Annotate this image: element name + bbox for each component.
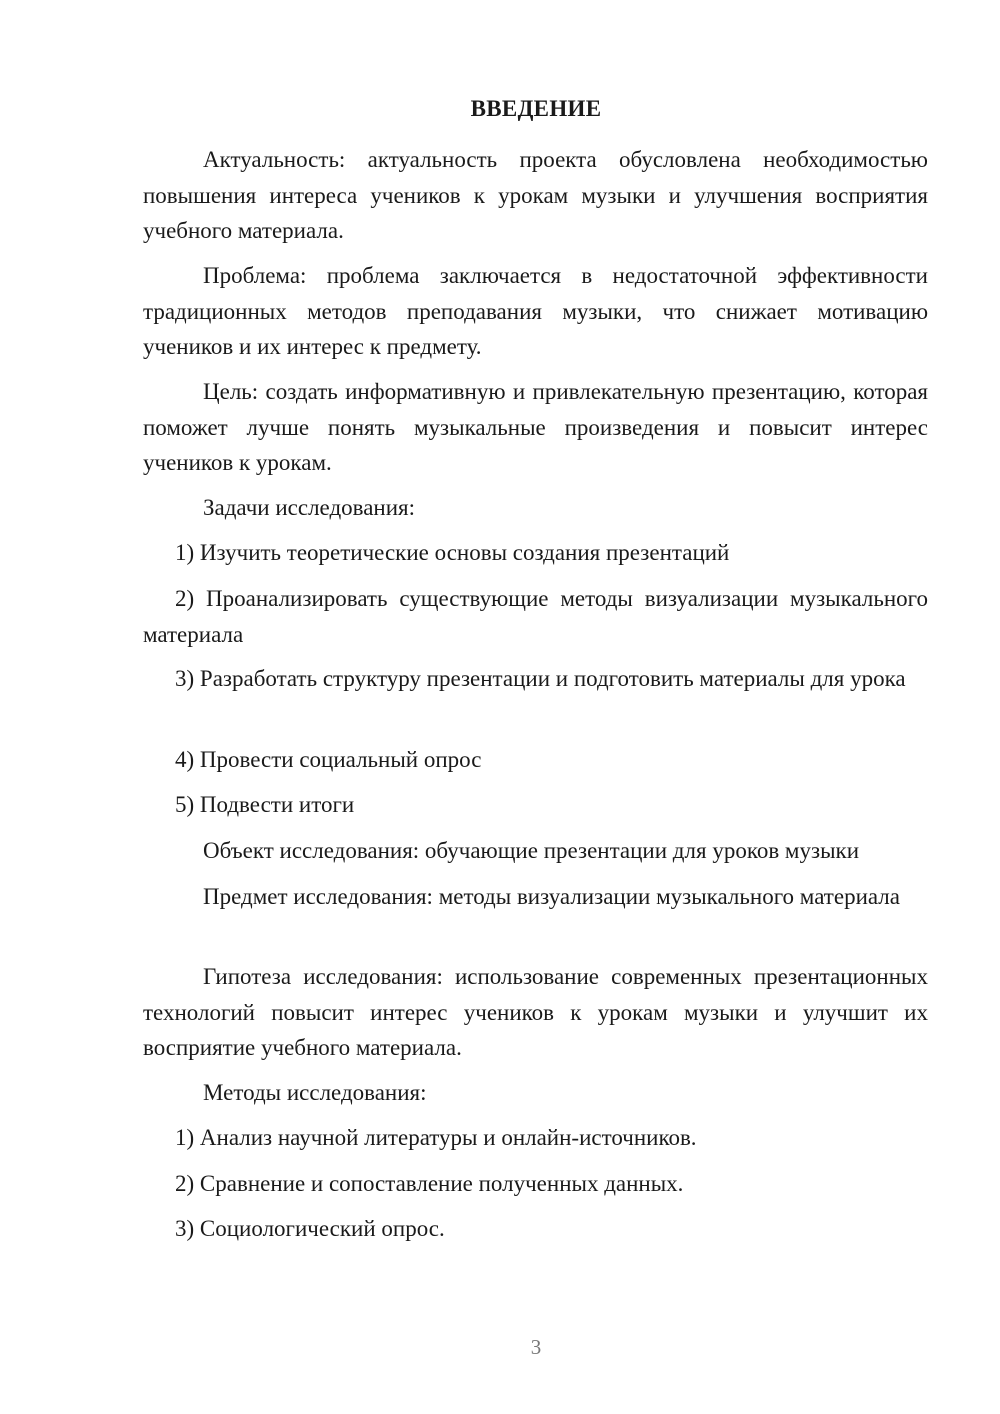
task-item: 5) Подвести итоги — [175, 792, 355, 817]
hypothesis-paragraph: Гипотеза исследования: использование современных презентационных технологий повысит интерес учеников к урокам музыки и улучшит их восприятие учебного материала. — [143, 964, 928, 1060]
method-item: 3) Социологический опрос. — [175, 1216, 445, 1241]
task-item: 4) Провести социальный опрос — [175, 747, 482, 772]
relevance-paragraph: Актуальность: актуальность проекта обусловлена необходимостью повышения интереса учеников к урокам музыки и улучшения восприятия учебного материала. — [143, 147, 928, 243]
task-item: 3) Разработать структуру презентации и подготовить материалы для урока — [175, 666, 906, 691]
method-item: 1) Анализ научной литературы и онлайн-источников. — [175, 1125, 697, 1150]
page-number: 3 — [530, 1335, 542, 1359]
task-item: 2) Проанализировать существующие методы визуализации музыкального материала — [143, 586, 928, 647]
subject-paragraph: Предмет исследования: методы визуализации музыкального материала — [203, 884, 900, 909]
methods-heading: Методы исследования: — [203, 1080, 427, 1105]
tasks-heading: Задачи исследования: — [203, 495, 416, 520]
page-title: ВВЕДЕНИЕ — [470, 96, 602, 121]
task-item: 1) Изучить теоретические основы создания презентаций — [175, 540, 730, 565]
problem-paragraph: Проблема: проблема заключается в недостаточной эффективности традиционных методов преподавания музыки, что снижает мотивацию учеников и их интерес к предмету. — [143, 263, 928, 359]
object-paragraph: Объект исследования: обучающие презентации для уроков музыки — [203, 838, 860, 863]
method-item: 2) Сравнение и сопоставление полученных данных. — [175, 1171, 684, 1196]
goal-paragraph: Цель: создать информативную и привлекательную презентацию, которая поможет лучше понять музыкальные произведения и повысит интерес учеников к урокам. — [143, 379, 928, 475]
